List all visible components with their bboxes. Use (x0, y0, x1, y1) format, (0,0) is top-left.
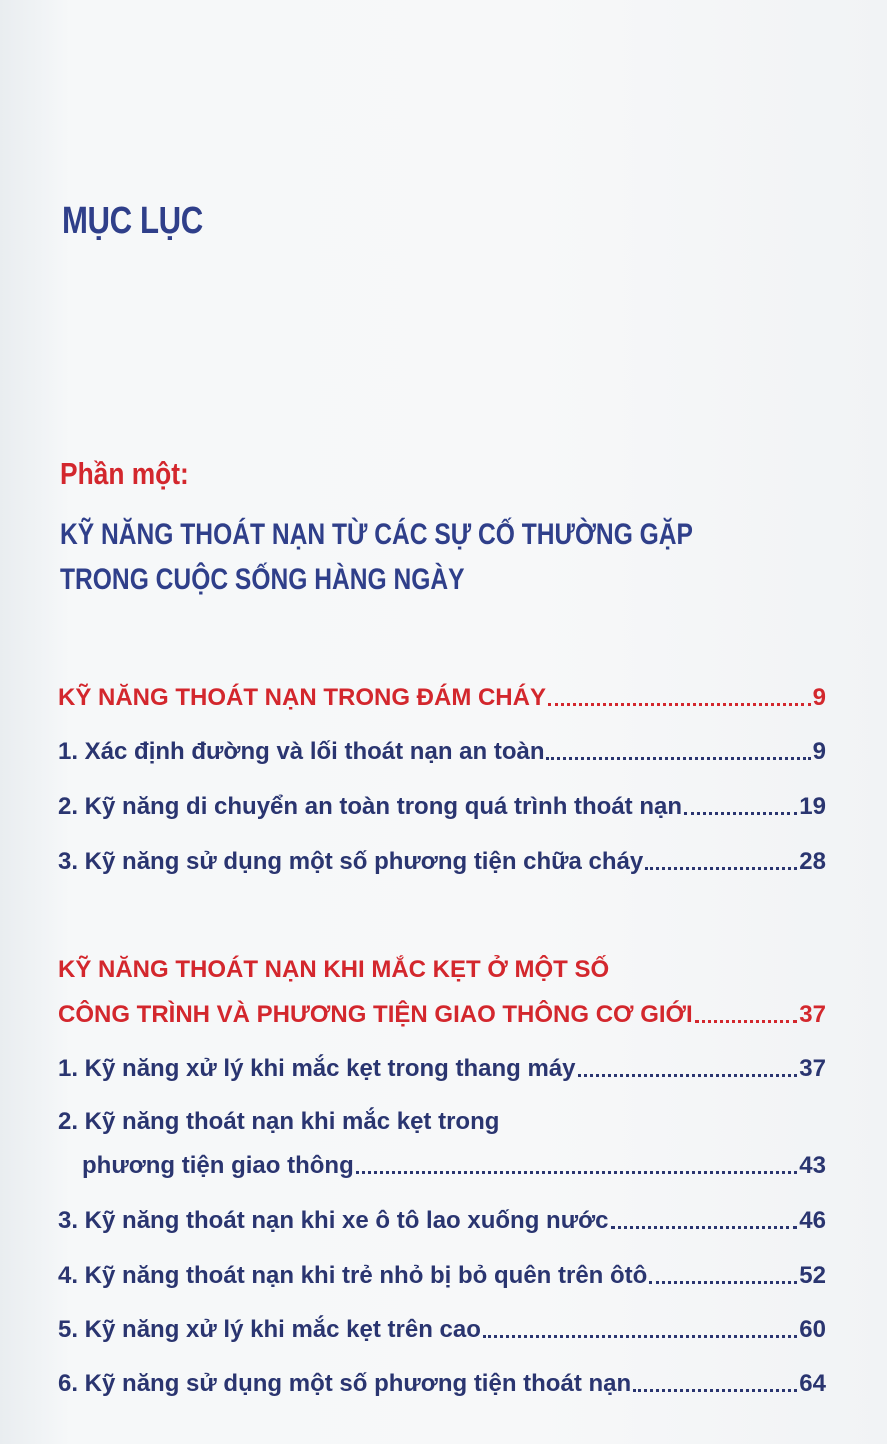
toc-entry[interactable] (58, 1055, 826, 1083)
entry-label: 6. Kỹ năng sử dụng một số phương tiện thoát nạn (58, 1370, 632, 1397)
toc-entry[interactable] (58, 1207, 826, 1235)
leader-dots (356, 1171, 798, 1174)
leader-dots (684, 812, 797, 815)
entry-label: 1. Xác định đường và lối thoát nạn an toàn (58, 738, 545, 765)
leader-dots (633, 1389, 797, 1392)
leader-dots (548, 703, 811, 706)
toc-entry[interactable] (58, 1370, 826, 1398)
section-title-line2: CÔNG TRÌNH VÀ PHƯƠNG TIỆN GIAO THÔNG CƠ GIỚI (58, 1001, 693, 1028)
page-number: 52 (799, 1262, 826, 1289)
page-number: 43 (799, 1152, 826, 1179)
leader-dots (546, 757, 810, 760)
leader-dots (695, 1020, 798, 1023)
page-number: 37 (799, 1001, 826, 1028)
page-number: 19 (799, 793, 826, 820)
leader-dots (649, 1281, 797, 1284)
part-title-line1: KỸ NĂNG THOÁT NẠN TỪ CÁC SỰ CỐ THƯỜNG GẶP (60, 518, 693, 551)
page-number: 9 (812, 738, 826, 765)
entry-label: 2. Kỹ năng di chuyển an toàn trong quá trình thoát nạn (58, 793, 683, 820)
toc-section-trapped[interactable] (58, 1001, 826, 1029)
section-title: KỸ NĂNG THOÁT NẠN TRONG ĐÁM CHÁY (58, 684, 546, 711)
toc-entry[interactable] (58, 1316, 826, 1344)
entry-label-line2: phương tiện giao thông (82, 1152, 354, 1179)
entry-label: 4. Kỹ năng thoát nạn khi trẻ nhỏ bị bỏ quên trên ôtô (58, 1262, 648, 1289)
part-title-line2: TRONG CUỘC SỐNG HÀNG NGÀY (60, 563, 465, 596)
page-number: 46 (799, 1207, 826, 1234)
toc-entry[interactable] (82, 1152, 826, 1180)
section-title-line1: KỸ NĂNG THOÁT NẠN KHI MẮC KẸT Ở MỘT SỐ (58, 956, 610, 983)
toc-section-fire[interactable] (58, 684, 826, 712)
leader-dots (578, 1074, 798, 1077)
page-number: 28 (799, 848, 826, 875)
toc-entry[interactable] (58, 793, 826, 821)
entry-label: 5. Kỹ năng xử lý khi mắc kẹt trên cao (58, 1316, 481, 1343)
page-number: 64 (799, 1370, 826, 1397)
leader-dots (483, 1335, 797, 1338)
toc-title: MỤC LỤC (62, 200, 203, 242)
toc-entry[interactable] (58, 738, 826, 766)
toc-entry[interactable] (58, 1262, 826, 1290)
page-number: 37 (799, 1055, 826, 1082)
entry-label-line1: 2. Kỹ năng thoát nạn khi mắc kẹt trong (58, 1108, 500, 1135)
part-label: Phần một: (60, 456, 189, 491)
toc-entry[interactable] (58, 848, 826, 876)
entry-label: 1. Kỹ năng xử lý khi mắc kẹt trong thang máy (58, 1055, 576, 1082)
leader-dots (611, 1226, 798, 1229)
leader-dots (645, 867, 797, 870)
page-number: 9 (812, 684, 826, 711)
page-number: 60 (799, 1316, 826, 1343)
entry-label: 3. Kỹ năng sử dụng một số phương tiện chữa cháy (58, 848, 644, 875)
entry-label: 3. Kỹ năng thoát nạn khi xe ô tô lao xuống nước (58, 1207, 609, 1234)
